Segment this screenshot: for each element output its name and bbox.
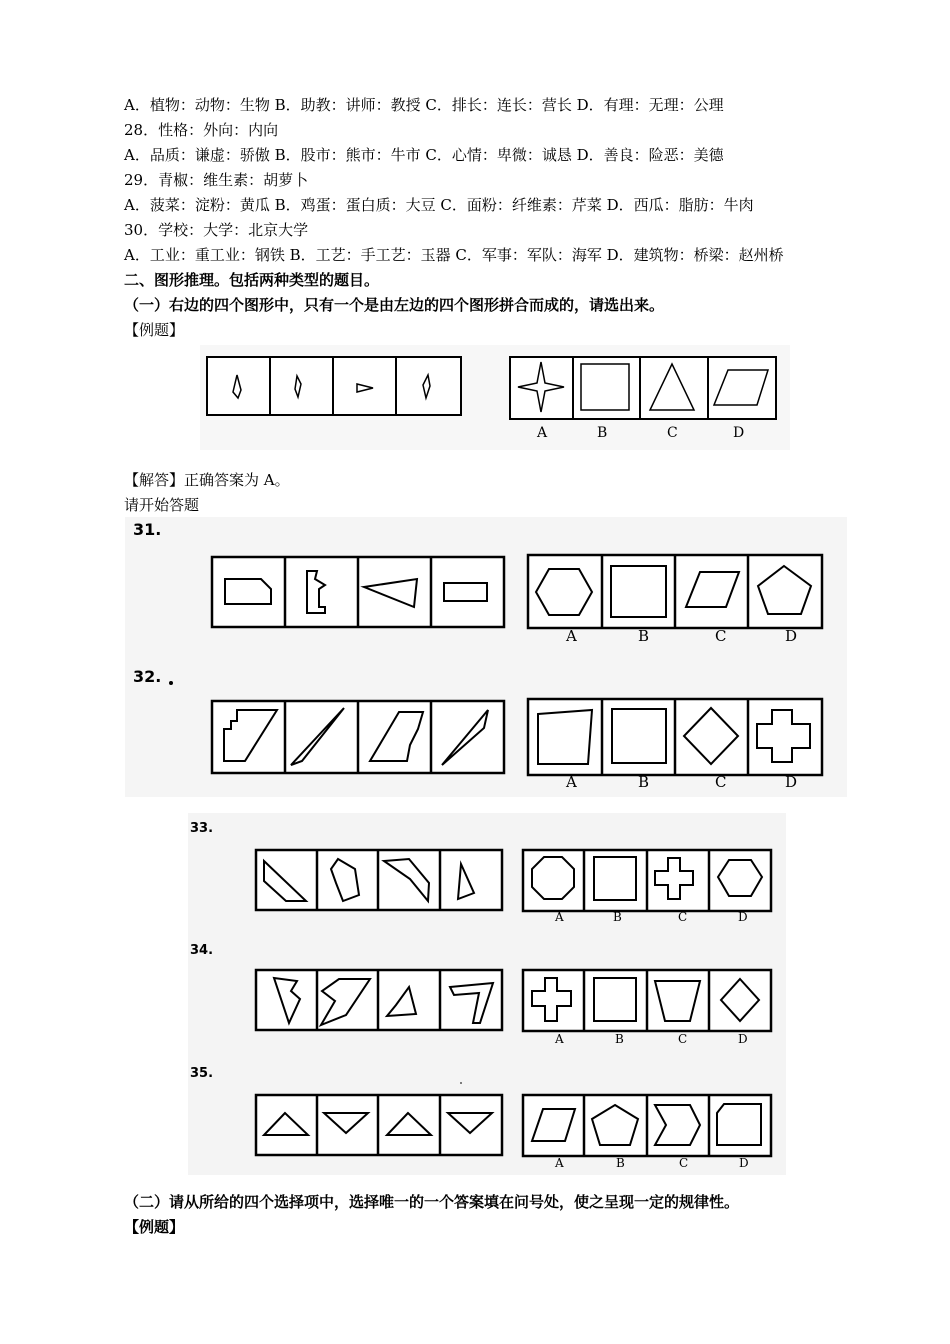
q29-options: A．菠菜：淀粉：黄瓜 B．鸡蛋：蛋白质：大豆 C．面粉：纤维素：芹菜 D．西瓜：脂肪：牛肉 bbox=[124, 196, 754, 214]
option-label: C bbox=[678, 910, 688, 924]
option-label: D bbox=[738, 910, 748, 924]
option-label: C bbox=[667, 425, 678, 441]
option-label: B bbox=[638, 627, 650, 645]
questions-33-35-figure bbox=[188, 813, 786, 1175]
option-label: D bbox=[785, 773, 798, 791]
example-label: 【例题】 bbox=[124, 321, 185, 339]
option-label: B bbox=[638, 773, 650, 791]
example-label-2: 【例题】 bbox=[124, 1218, 185, 1236]
option-label: A bbox=[555, 1032, 564, 1046]
option-label: B bbox=[597, 425, 608, 441]
section-heading: 二、图形推理。包括两种类型的题目。 bbox=[124, 271, 380, 289]
option-label: A bbox=[537, 425, 548, 441]
questions-31-32-figure bbox=[125, 517, 847, 797]
option-label: D bbox=[738, 1032, 748, 1046]
question-number: 32. bbox=[133, 667, 162, 686]
q30-stem: 30．学校：大学：北京大学 bbox=[124, 221, 309, 239]
option-label: D bbox=[733, 425, 745, 441]
option-label: A bbox=[555, 1156, 564, 1170]
question-number: 31. bbox=[133, 520, 162, 539]
q30-options: A．工业：重工业：钢铁 B．工艺：手工艺：玉器 C．军事：军队：海军 D．建筑物：桥梁：赵州桥 bbox=[124, 246, 784, 264]
option-label: C bbox=[679, 1156, 689, 1170]
option-label: B bbox=[613, 910, 622, 924]
option-label: A bbox=[555, 910, 564, 924]
option-label: B bbox=[615, 1032, 624, 1046]
option-label: B bbox=[616, 1156, 625, 1170]
option-label: D bbox=[785, 627, 798, 645]
start-line: 请开始答题 bbox=[124, 496, 200, 514]
question-number: 35. bbox=[190, 1066, 214, 1081]
option-label: C bbox=[715, 773, 727, 791]
subsection-2-title: （二）请从所给的四个选择项中，选择唯一的一个答案填在问号处，使之呈现一定的规律性。 bbox=[124, 1193, 740, 1211]
option-label: D bbox=[739, 1156, 749, 1170]
q29-stem: 29．青椒：维生素：胡萝卜 bbox=[124, 171, 309, 189]
option-label: A bbox=[566, 627, 577, 645]
answer-line: 【解答】正确答案为 A。 bbox=[124, 471, 290, 489]
question-number: 33. bbox=[190, 821, 214, 836]
question-number: 34. bbox=[190, 943, 214, 958]
q28-options: A．品质：谦虚：骄傲 B．股市：熊市：牛市 C．心情：卑微：诚恳 D．善良：险恶：美德 bbox=[124, 146, 724, 164]
subsection-1-title: （一）右边的四个图形中，只有一个是由左边的四个图形拼合而成的，请选出来。 bbox=[124, 296, 665, 314]
option-label: C bbox=[678, 1032, 688, 1046]
q28-stem: 28．性格：外向：内向 bbox=[124, 121, 279, 139]
option-label: A bbox=[566, 773, 577, 791]
q27-options: A．植物：动物：生物 B．助教：讲师：教授 C．排长：连长：营长 D．有理：无理：公理 bbox=[124, 96, 724, 114]
option-label: C bbox=[715, 627, 727, 645]
example-figure bbox=[200, 345, 790, 450]
